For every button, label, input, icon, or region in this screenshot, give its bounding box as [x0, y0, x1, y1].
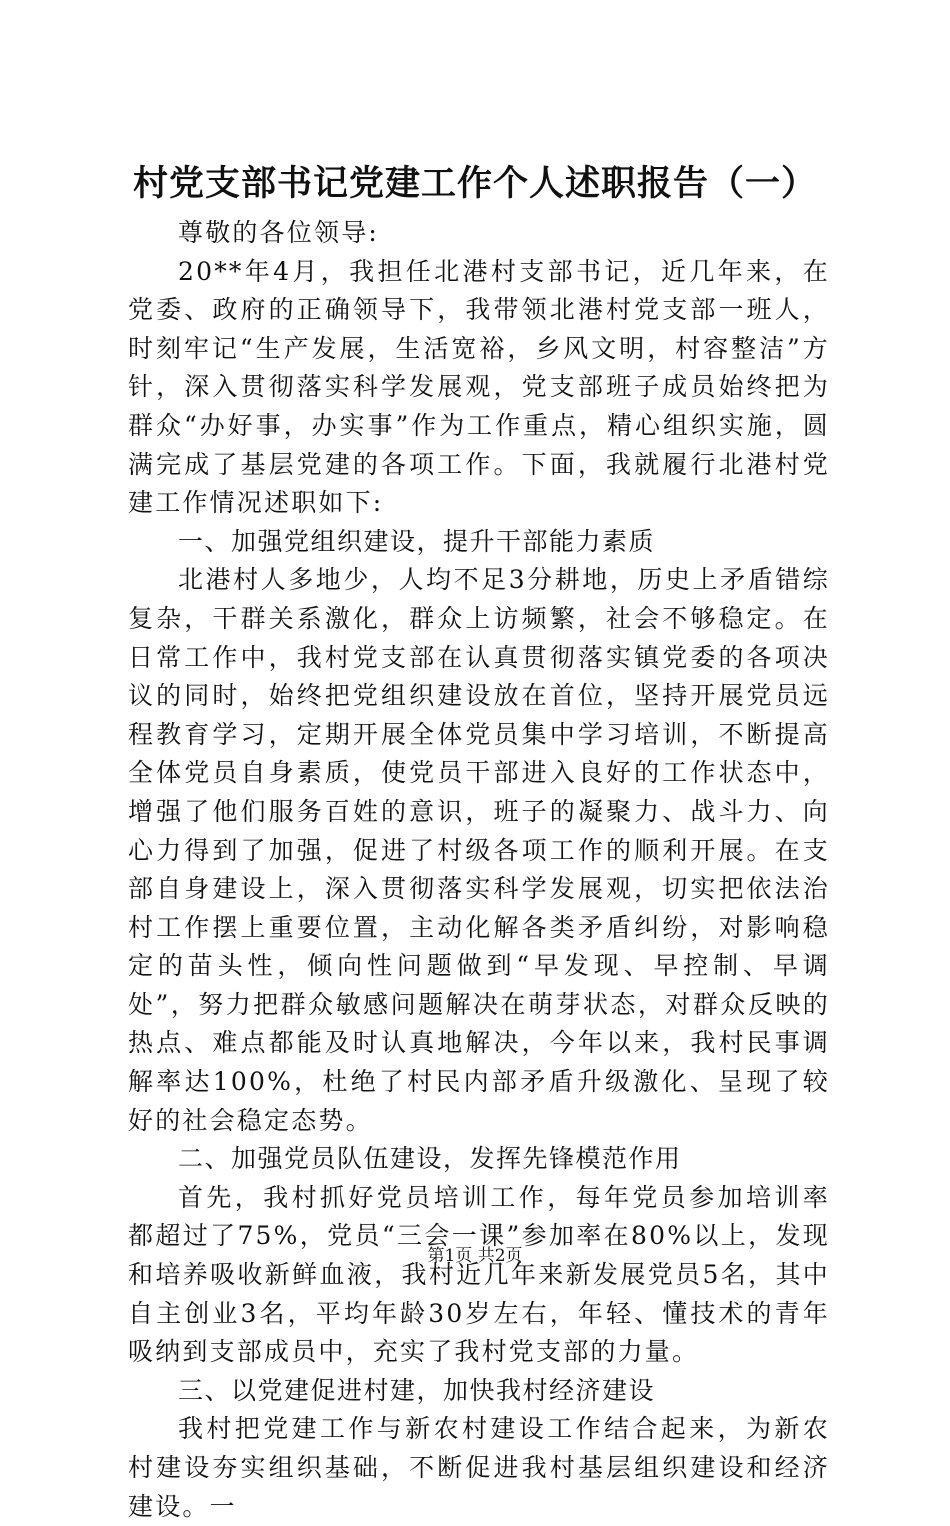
section-heading-1: 一、加强党组织建设，提升干部能力素质 [178, 526, 656, 556]
section-body-3: 我村把党建工作与新农村建设工作结合起来，为新农村建设夯实组织基础，不断促进我村基层组织建设和经济建设。一 [128, 1414, 830, 1521]
section-body-2: 首先，我村抓好党员培训工作，每年党员参加培训率都超过了75%，党员“三会一课”参加率在80%以上，发现和培养吸收新鲜血液，我村近几年来新发展党员5名，其中自主创业3名，平均年龄30岁左右，年轻、懂技术的青年吸纳到支部成员中，充实了我村党支部的力量。 [128, 1182, 830, 1367]
document-body [128, 214, 830, 1526]
section-heading-2: 二、加强党员队伍建设，发挥先锋模范作用 [178, 1144, 682, 1174]
document-title: 村党支部书记党建工作个人述职报告（一） [132, 163, 817, 204]
salutation: 尊敬的各位领导: [178, 218, 380, 247]
page-number: 第1页 共2页 [427, 1246, 523, 1266]
intro-paragraph: 20**年4月，我担任北港村支部书记，近几年来，在党委、政府的正确领导下，我带领北港村党支部一班人，时刻牢记“生产发展，生活宽裕，乡风文明，村容整洁”方针，深入贯彻落实科学发展观，党支部班子成员始终把为群众“办好事，办实事”作为工作重点，精心组织实施，圆满完成了基层党建的各项工作。下面，我就履行北港村党建工作情况述职如下: [128, 256, 830, 518]
section-heading-3: 三、以党建促进村建，加快我村经济建设 [178, 1375, 656, 1405]
section-body-1: 北港村人多地少，人均不足3分耕地，历史上矛盾错综复杂，干群关系激化，群众上访频繁，社会不够稳定。在日常工作中，我村党支部在认真贯彻落实镇党委的各项决议的同时，始终把党组织建设放在首位，坚持开展党员远程教育学习，定期开展全体党员集中学习培训，不断提高全体党员自身素质，使党员干部进入良好的工作状态中，增强了他们服务百姓的意识，班子的凝聚力、战斗力、向心力得到了加强，促进了村级各项工作的顺利开展。在支部自身建设上，深入贯彻落实科学发展观，切实把依法治村工作摆上重要位置，主动化解各类矛盾纠纷，对影响稳定的苗头性，倾向性问题做到“早发现、早控制、早调处”，努力把群众敏感问题解决在萌芽状态，对群众反映的热点、难点都能及时认真地解决，今年以来，我村民事调解率达100%，杜绝了村民内部矛盾升级激化、呈现了较好的社会稳定态势。 [128, 565, 830, 1135]
